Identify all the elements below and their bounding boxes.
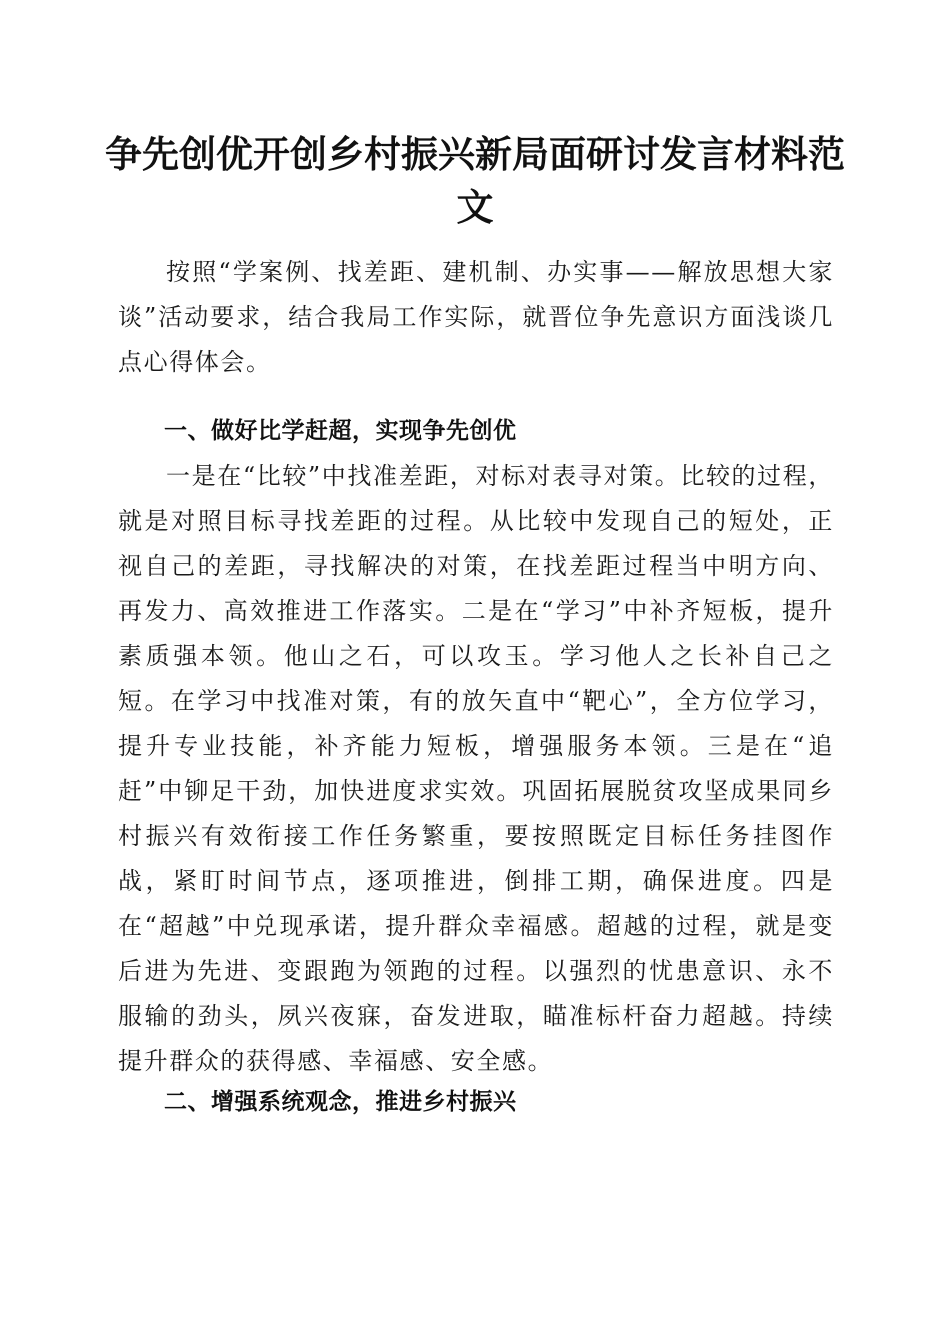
intro-paragraph: 按照“学案例、找差距、建机制、办实事——解放思想大家谈”活动要求，结合我局工作实际，就晋位争先意识方面浅谈几点心得体会。: [118, 258, 834, 376]
document-title: 争先创优开创乡村振兴新局面研讨发言材料范文: [105, 132, 845, 229]
section-1-heading: 一、做好比学赶超，实现争先创优: [164, 418, 517, 444]
section-2-heading: 二、增强系统观念，推进乡村振兴: [164, 1089, 517, 1115]
section-1-paragraph: 一是在“比较”中找准差距，对标对表寻对策。比较的过程，就是对照目标寻找差距的过程。从比较中发现自己的短处，正视自己的差距，寻找解决的对策，在找差距过程当中明方向、再发力、高效推进工作落实。二是在“学习”中补齐短板，提升素质强本领。他山之石，可以攻玉。学习他人之长补自己之短。在学习中找准对策，有的放矢直中“靶心”，全方位学习，提升专业技能，补齐能力短板，增强服务本领。三是在“追赶”中铆足干劲，加快进度求实效。巩固拓展脱贫攻坚成果同乡村振兴有效衔接工作任务繁重，要按照既定目标任务挂图作战，紧盯时间节点，逐项推进，倒排工期，确保进度。四是在“超越”中兑现承诺，提升群众幸福感。超越的过程，就是变后进为先进、变跟跑为领跑的过程。以强烈的忧患意识、永不服输的劲头，夙兴夜寐，奋发进取，瞄准标杆奋力超越。持续提升群众的获得感、幸福感、安全感。: [118, 462, 834, 1075]
